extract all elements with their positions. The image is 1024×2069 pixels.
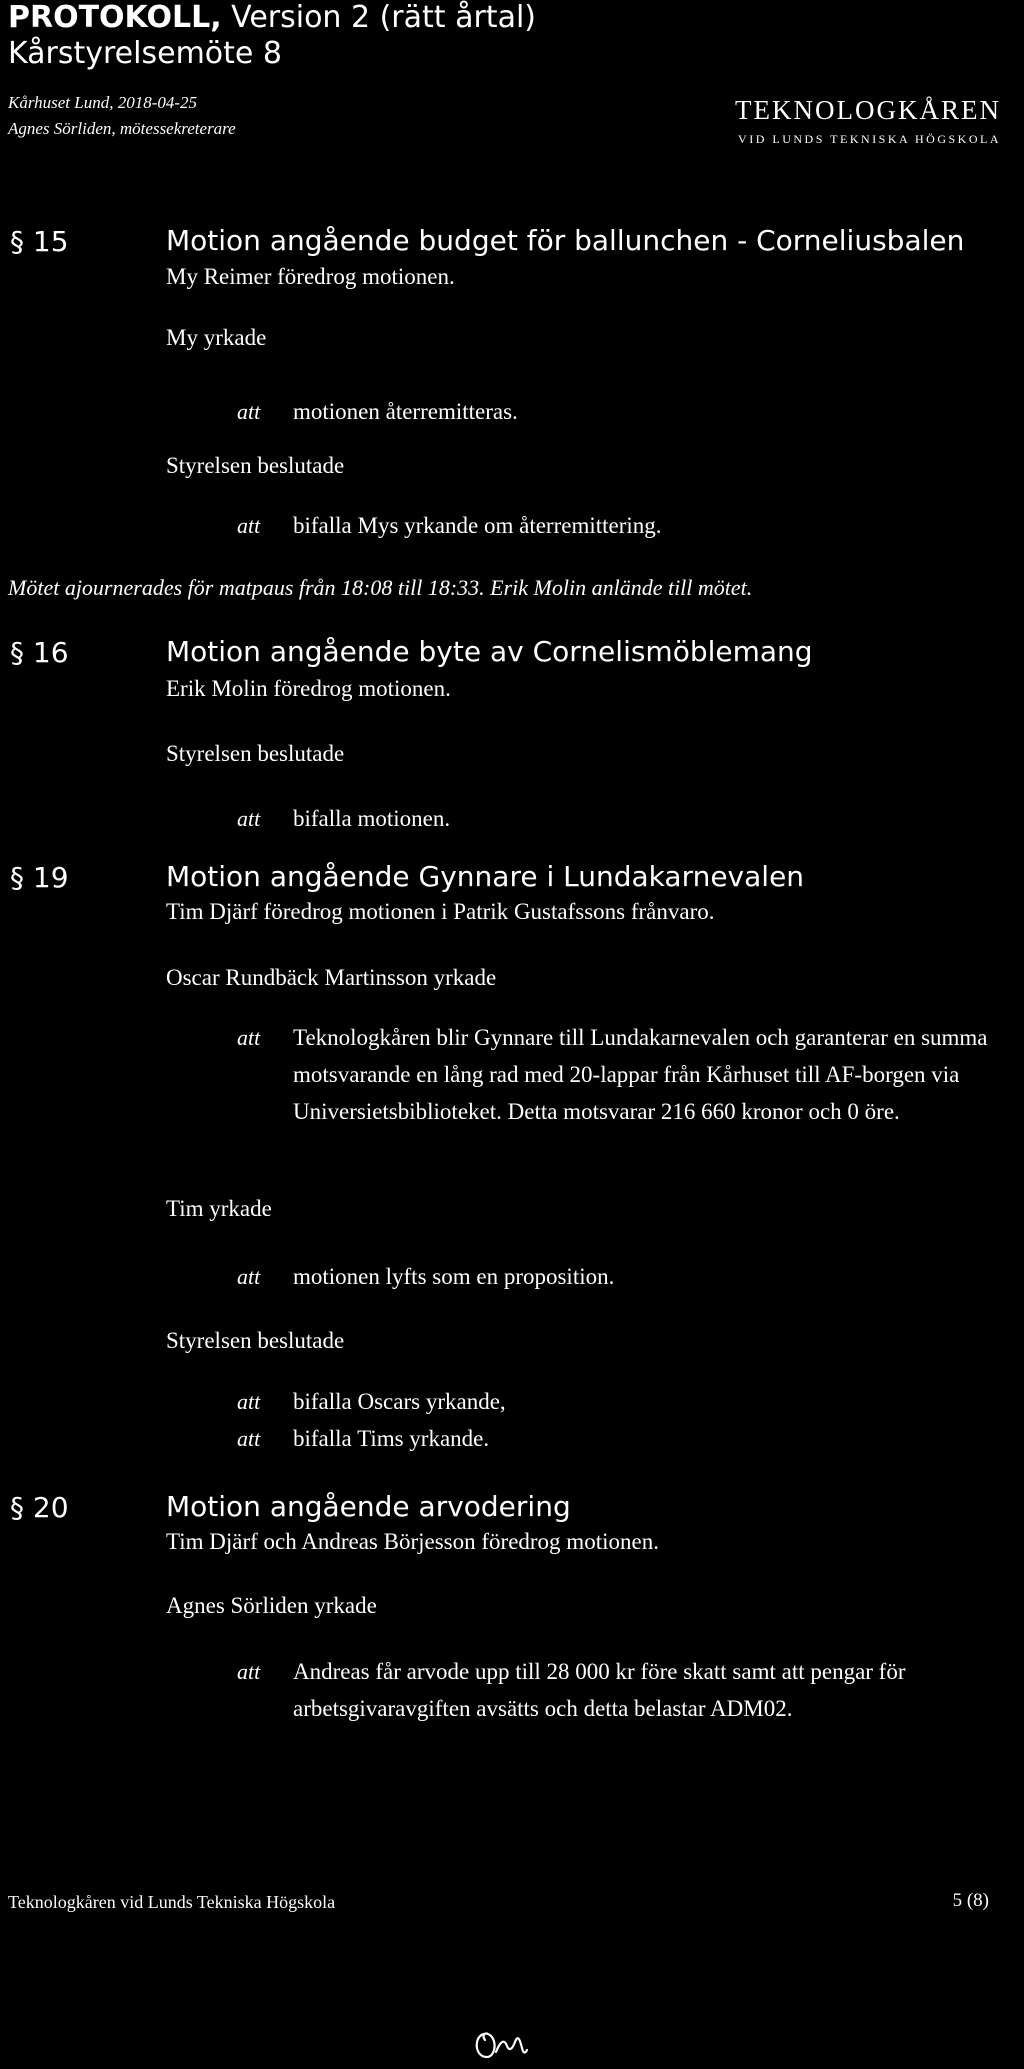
- section-16-decision: Styrelsen beslutade: [166, 741, 345, 766]
- section-15-decision-att: att: [237, 513, 261, 538]
- section-19-intro: Tim Djärf föredrog motionen i Patrik Gustafssons frånvaro.: [166, 899, 715, 924]
- footer-organization: Teknologkåren vid Lunds Tekniska Högskola: [8, 1892, 336, 1912]
- handwritten-initials: [470, 2020, 540, 2064]
- section-19-proposer-2: Tim yrkade: [166, 1196, 272, 1221]
- section-15-proposal-att: att: [237, 399, 261, 424]
- section-19-decision-1: bifalla Oscars yrkande,: [293, 1389, 506, 1414]
- section-19-title: Motion angående Gynnare i Lundakarnevalen: [166, 860, 805, 893]
- meeting-location-date: Kårhuset Lund, 2018-04-25: [8, 93, 198, 112]
- section-20-proposal: Andreas får arvode upp till 28 000 kr före skatt samt att pengar för arbetsgivaravgiften avsätts och detta belastar ADM02.: [293, 1659, 906, 1721]
- section-20-intro: Tim Djärf och Andreas Börjesson föredrog motionen.: [166, 1529, 659, 1554]
- section-20-proposal-att: att: [237, 1659, 261, 1684]
- section-16-decision-att: att: [237, 806, 261, 831]
- org-logo-subtitle: VID LUNDS TEKNISKA HÖGSKOLA: [738, 132, 1001, 146]
- section-16-number: § 16: [10, 636, 69, 669]
- section-15-proposal: motionen återremitteras.: [293, 399, 518, 424]
- document-title-version: Version 2 (rätt årtal): [221, 0, 536, 35]
- section-19-proposal-1-att: att: [237, 1025, 261, 1050]
- section-15-proposer: My yrkade: [166, 325, 267, 350]
- adjournment-note: Mötet ajournerades för matpaus från 18:08 till 18:33. Erik Molin anlände till mötet.: [8, 575, 753, 600]
- section-20-proposer: Agnes Sörliden yrkade: [166, 1593, 377, 1618]
- section-15-intro: My Reimer föredrog motionen.: [166, 264, 455, 289]
- section-19-decision: Styrelsen beslutade: [166, 1328, 345, 1353]
- document-title: [8, 0, 536, 36]
- section-16-title: Motion angående byte av Cornelismöblemang: [166, 635, 813, 668]
- document-title-bold: PROTOKOLL,: [8, 0, 222, 35]
- section-15-decision: Styrelsen beslutade: [166, 453, 345, 478]
- section-19-decision-1-att: att: [237, 1389, 261, 1414]
- section-19-decision-2: bifalla Tims yrkande.: [293, 1426, 490, 1451]
- section-20-number: § 20: [10, 1491, 69, 1524]
- section-19-proposal-1: Teknologkåren blir Gynnare till Lundakarnevalen och garanterar en summa motsvarande en lång rad med 20-lappar från Kårhuset till AF-borgen via Universietsbiblioteket. Detta motsvarar 216 660 kronor och 0 öre.: [293, 1025, 988, 1124]
- section-16-intro: Erik Molin föredrog motionen.: [166, 676, 451, 701]
- section-19-decision-2-att: att: [237, 1426, 261, 1451]
- page-number: 5 (8): [952, 1890, 989, 1911]
- org-logo-name: TEKNOLOGKÅREN: [735, 95, 1001, 125]
- section-15-decision-text: bifalla Mys yrkande om återremittering.: [293, 513, 662, 538]
- section-15-title: Motion angående budget för ballunchen - Corneliusbalen: [166, 224, 965, 257]
- section-19-proposer-1: Oscar Rundbäck Martinsson yrkade: [166, 965, 497, 990]
- section-20-title: Motion angående arvodering: [166, 1490, 571, 1523]
- section-19-proposal-2-att: att: [237, 1264, 261, 1289]
- section-15-number: § 15: [10, 225, 69, 258]
- section-16-decision-text: bifalla motionen.: [293, 806, 451, 831]
- document-subtitle: Kårstyrelsemöte 8: [8, 36, 282, 71]
- meeting-secretaries: Agnes Sörliden, mötessekreterare: [8, 119, 236, 138]
- section-19-proposal-2: motionen lyfts som en proposition.: [293, 1264, 615, 1289]
- section-19-number: § 19: [10, 861, 69, 894]
